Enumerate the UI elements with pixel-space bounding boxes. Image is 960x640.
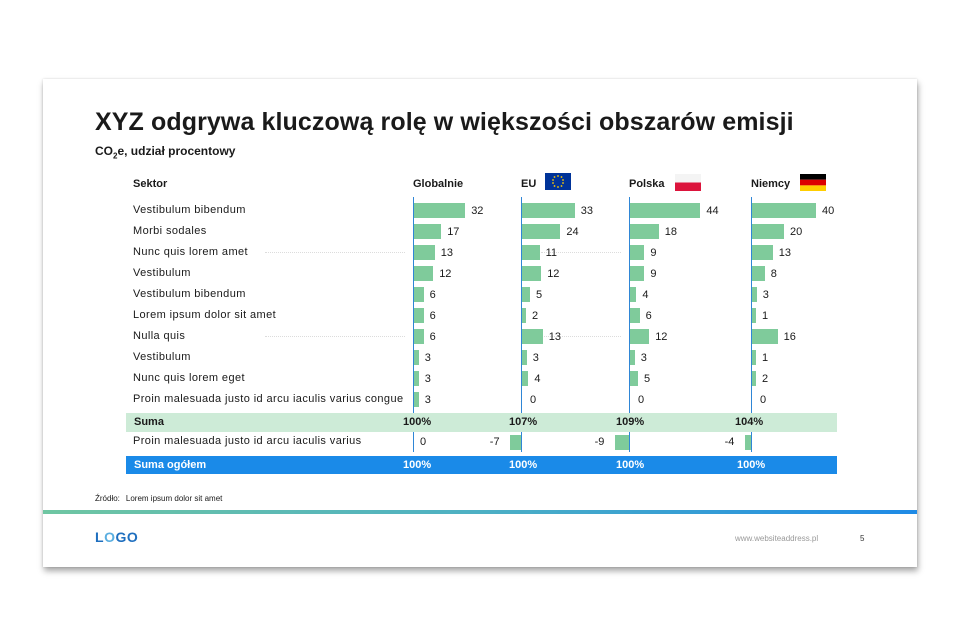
row-label: Nunc quis lorem eget bbox=[133, 372, 245, 384]
header-sector: Sektor bbox=[133, 178, 168, 190]
value-label-eu: 3 bbox=[532, 352, 539, 364]
value-label-germany: 3 bbox=[762, 289, 769, 301]
value-label-germany: 16 bbox=[783, 331, 796, 343]
total-germany: 100% bbox=[737, 459, 766, 471]
eu-flag-icon bbox=[545, 173, 571, 190]
value-label-germany: 13 bbox=[778, 247, 792, 259]
logo: LOGO bbox=[95, 529, 139, 545]
bar-global bbox=[414, 392, 419, 407]
value-label-eu: 33 bbox=[580, 205, 594, 217]
axis-line-germany-adj bbox=[751, 432, 752, 452]
adjustment-value-global: 0 bbox=[420, 436, 427, 448]
bar-eu bbox=[522, 287, 530, 302]
bar-poland bbox=[630, 329, 649, 344]
sum-poland: 109% bbox=[616, 416, 645, 428]
value-label-eu: 12 bbox=[547, 268, 560, 280]
bar-eu bbox=[522, 203, 575, 218]
bar-germany bbox=[752, 266, 765, 281]
value-label-global: 3 bbox=[424, 352, 431, 364]
bar-global bbox=[414, 266, 433, 281]
bar-eu bbox=[522, 371, 528, 386]
axis-line-eu-adj bbox=[521, 432, 522, 452]
guide-line bbox=[265, 252, 405, 253]
value-label-global: 13 bbox=[440, 247, 454, 259]
bar-global bbox=[414, 203, 465, 218]
slide-subtitle: $CO_2e$, udział procentowy bbox=[95, 144, 236, 161]
value-label-poland: 6 bbox=[645, 310, 652, 322]
adjustment-bar-poland bbox=[615, 435, 629, 450]
bar-poland bbox=[630, 245, 644, 260]
value-label-germany: 40 bbox=[822, 205, 835, 217]
value-label-eu: 4 bbox=[534, 373, 541, 385]
bar-poland bbox=[630, 350, 635, 365]
value-label-eu: 11 bbox=[545, 247, 558, 259]
value-label-poland: 44 bbox=[706, 205, 719, 217]
axis-line-poland-adj bbox=[629, 432, 630, 452]
value-label-global: 3 bbox=[424, 394, 431, 406]
guide-line bbox=[265, 336, 405, 337]
value-label-poland: 9 bbox=[650, 247, 657, 259]
bar-global bbox=[414, 308, 424, 323]
bar-poland bbox=[630, 371, 638, 386]
bar-poland bbox=[630, 308, 640, 323]
row-label: Vestibulum bbox=[133, 267, 191, 279]
value-label-poland: 9 bbox=[650, 268, 657, 280]
sum-global: 100% bbox=[403, 416, 432, 428]
value-label-global: 3 bbox=[424, 373, 431, 385]
row-label: Vestibulum bibendum bbox=[133, 288, 246, 300]
bar-germany bbox=[752, 287, 757, 302]
bar-eu bbox=[522, 308, 526, 323]
row-label: Vestibulum bibendum bbox=[133, 204, 246, 216]
source-note: Źródło: Lorem ipsum dolor sit amet bbox=[95, 494, 223, 503]
row-label: Lorem ipsum dolor sit amet bbox=[133, 309, 277, 321]
bar-poland bbox=[630, 203, 700, 218]
page-number: 5 bbox=[860, 534, 865, 543]
bar-global bbox=[414, 371, 419, 386]
total-label: Suma ogółem bbox=[134, 459, 207, 471]
value-label-eu: 5 bbox=[536, 289, 543, 301]
value-label-global: 17 bbox=[447, 226, 460, 238]
total-row bbox=[126, 456, 837, 474]
bar-germany bbox=[752, 308, 756, 323]
bar-poland bbox=[630, 287, 636, 302]
axis-line-global-adj bbox=[413, 432, 414, 452]
sum-row bbox=[126, 413, 837, 432]
bar-germany bbox=[752, 224, 784, 239]
sum-label: Suma bbox=[134, 416, 164, 428]
bar-global bbox=[414, 329, 424, 344]
value-label-poland: 4 bbox=[642, 289, 649, 301]
header-poland: Polska bbox=[629, 178, 665, 190]
bar-eu bbox=[522, 266, 541, 281]
value-label-eu: 0 bbox=[530, 394, 537, 406]
adjustment-bar-eu bbox=[510, 435, 521, 450]
bar-germany bbox=[752, 203, 816, 218]
value-label-germany: 0 bbox=[760, 394, 767, 406]
row-label: Morbi sodales bbox=[133, 225, 207, 237]
value-label-eu: 13 bbox=[548, 331, 562, 343]
value-label-global: 6 bbox=[429, 310, 436, 322]
bar-eu bbox=[522, 224, 560, 239]
row-label: Nunc quis lorem amet bbox=[133, 246, 248, 258]
bar-global bbox=[414, 245, 435, 260]
adjustment-bar-germany bbox=[745, 435, 751, 450]
bar-global bbox=[414, 350, 419, 365]
value-label-eu: 24 bbox=[566, 226, 579, 238]
value-label-poland: 18 bbox=[664, 226, 678, 238]
header-germany: Niemcy bbox=[751, 178, 791, 190]
value-label-germany: 1 bbox=[762, 310, 769, 322]
value-label-global: 6 bbox=[429, 331, 436, 343]
bar-poland bbox=[630, 266, 644, 281]
row-label: Nulla quis bbox=[133, 330, 186, 342]
footer-divider bbox=[43, 510, 917, 514]
adjustment-value-eu: -7 bbox=[489, 436, 500, 448]
bar-global bbox=[414, 287, 424, 302]
slide-title: XYZ odgrywa kluczową rolę w większości obszarów emisji bbox=[95, 108, 794, 136]
sum-germany: 104% bbox=[735, 416, 764, 428]
germany-flag-icon bbox=[800, 174, 826, 191]
row-label: Proin malesuada justo id arcu iaculis varius congue bbox=[133, 393, 404, 405]
value-label-eu: 2 bbox=[532, 310, 539, 322]
value-label-poland: 0 bbox=[638, 394, 645, 406]
total-eu: 100% bbox=[509, 459, 538, 471]
value-label-germany: 20 bbox=[790, 226, 803, 238]
bar-global bbox=[414, 224, 441, 239]
bar-eu bbox=[522, 245, 540, 260]
website-address: www.websiteaddress.pl bbox=[735, 534, 819, 543]
value-label-global: 6 bbox=[429, 289, 436, 301]
poland-flag-icon bbox=[675, 174, 701, 191]
bar-germany bbox=[752, 245, 773, 260]
adjustment-label: Proin malesuada justo id arcu iaculis varius bbox=[133, 435, 362, 447]
value-label-global: 32 bbox=[471, 205, 484, 217]
adjustment-value-germany: -4 bbox=[724, 436, 735, 448]
bar-germany bbox=[752, 350, 756, 365]
value-label-poland: 3 bbox=[640, 352, 647, 364]
sum-eu: 107% bbox=[509, 416, 538, 428]
value-label-germany: 8 bbox=[770, 268, 777, 280]
value-label-global: 12 bbox=[439, 268, 452, 280]
value-label-poland: 5 bbox=[644, 373, 651, 385]
bar-poland bbox=[630, 224, 659, 239]
bar-eu bbox=[522, 350, 527, 365]
total-global: 100% bbox=[403, 459, 432, 471]
total-poland: 100% bbox=[616, 459, 645, 471]
bar-germany bbox=[752, 371, 756, 386]
value-label-germany: 1 bbox=[762, 352, 769, 364]
header-global: Globalnie bbox=[413, 178, 464, 190]
adjustment-value-poland: -9 bbox=[594, 436, 605, 448]
bar-eu bbox=[522, 329, 543, 344]
header-eu: EU bbox=[521, 178, 537, 190]
value-label-poland: 12 bbox=[655, 331, 668, 343]
row-label: Vestibulum bbox=[133, 351, 191, 363]
bar-germany bbox=[752, 329, 778, 344]
value-label-germany: 2 bbox=[762, 373, 769, 385]
